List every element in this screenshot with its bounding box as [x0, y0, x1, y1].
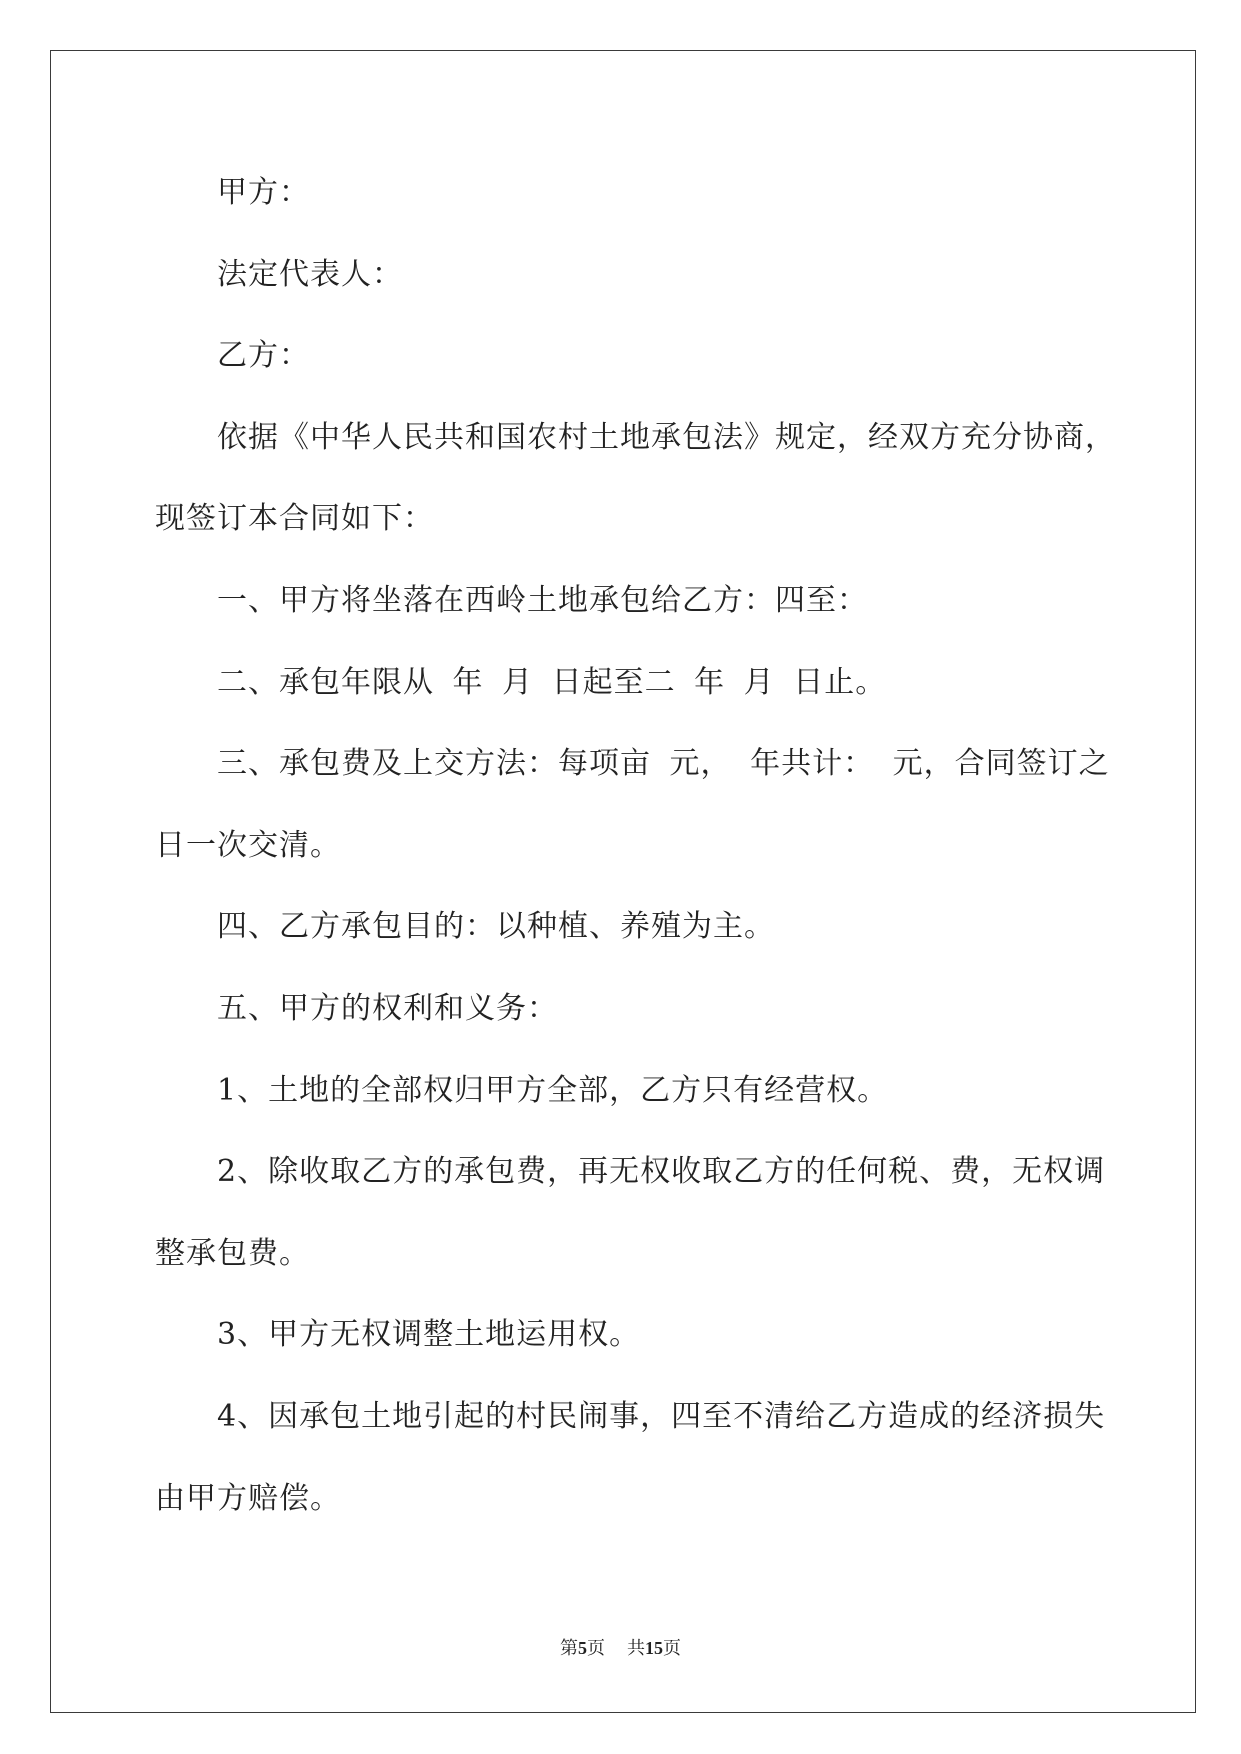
paragraph-line: 整承包费。 [155, 1235, 310, 1271]
clause-5-item-3 [155, 1294, 1155, 1376]
preamble-paragraph [155, 397, 1155, 560]
paragraph-line: 由甲方赔偿。 [155, 1480, 341, 1516]
clause-2-paragraph [155, 642, 1155, 724]
paragraph-line: 1、土地的全部权归甲方全部，乙方只有经营权。 [217, 1072, 889, 1108]
total-pages-prefix: 共 [627, 1638, 645, 1658]
legal-representative-paragraph [155, 234, 1155, 316]
total-pages-label [627, 1638, 681, 1658]
page-footer [0, 1636, 1241, 1660]
paragraph-line: 法定代表人： [217, 256, 403, 292]
clause-4-paragraph [155, 886, 1155, 968]
paragraph-line: 甲方： [217, 175, 310, 210]
clause-1-paragraph [155, 560, 1155, 642]
paragraph-line: 现签订本合同如下： [155, 501, 434, 537]
paragraph-line: 二、承包年限从 年 月 日起至二 年 月 日止。 [217, 664, 887, 700]
total-pages-suffix: 页 [663, 1638, 681, 1658]
current-page-suffix: 页 [587, 1638, 605, 1658]
paragraph-line: 2、除收取乙方的承包费，再无权收取乙方的任何税、费，无权调 [217, 1154, 1106, 1190]
contract-body [155, 152, 1155, 1539]
clause-5-heading [155, 968, 1155, 1050]
paragraph-line: 乙方： [217, 338, 310, 374]
paragraph-line: 依据《中华人民共和国农村土地承包法》规定，经双方充分协商， [217, 419, 1116, 455]
clause-5-item-1 [155, 1050, 1155, 1132]
current-page-number: 5 [578, 1638, 587, 1658]
paragraph-line: 四、乙方承包目的：以种植、养殖为主。 [217, 909, 775, 945]
total-pages-number: 15 [645, 1638, 663, 1658]
clause-3-paragraph [155, 723, 1155, 886]
clause-5-item-2 [155, 1131, 1155, 1294]
paragraph-line: 3、甲方无权调整土地运用权。 [217, 1317, 641, 1353]
current-page-prefix: 第 [560, 1638, 578, 1658]
paragraph-line: 五、甲方的权利和义务： [217, 990, 558, 1026]
party-a-paragraph [155, 152, 1155, 234]
party-b-paragraph [155, 315, 1155, 397]
paragraph-line: 一、甲方将坐落在西岭土地承包给乙方：四至： [217, 582, 868, 618]
paragraph-line: 日一次交清。 [155, 827, 341, 863]
clause-5-item-4 [155, 1376, 1155, 1539]
current-page-label [560, 1638, 605, 1658]
paragraph-line: 4、因承包土地引起的村民闹事，四至不清给乙方造成的经济损失 [217, 1398, 1106, 1434]
paragraph-line: 三、承包费及上交方法：每项亩 元， 年共计： 元，合同签订之 [217, 746, 1110, 782]
